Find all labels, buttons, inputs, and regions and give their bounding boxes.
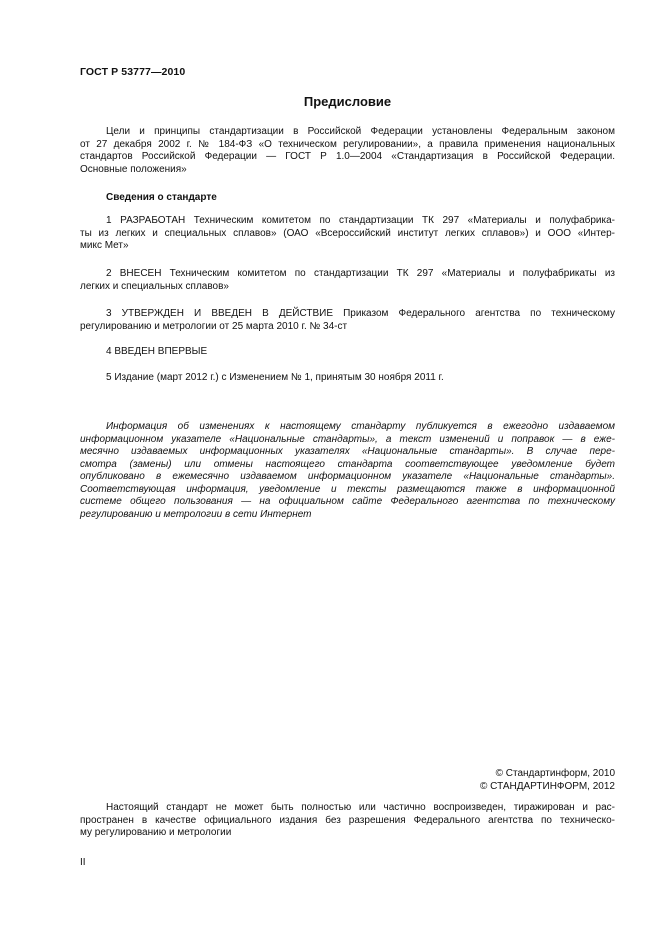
page-number: II (80, 857, 86, 868)
intro-line: от 27 декабря 2002 г. № 184-ФЗ «О техническом регулировании», а правила применения национальных (80, 138, 615, 150)
list-item-line: 1 РАЗРАБОТАН Техническим комитетом по стандартизации ТК 297 «Материалы и полуфабрика- (106, 215, 615, 226)
reproduction-notice (80, 802, 615, 840)
list-item-line: микс Мет» (80, 240, 129, 251)
intro-line: Цели и принципы стандартизации в Российской Федерации установлены Федеральным законом (106, 126, 615, 137)
notice-line: системе общего пользования — на официальном сайте Федерального агентства по техническому (80, 496, 615, 507)
copyright-line: © Стандартинформ, 2010 (495, 768, 615, 779)
list-item-line: 4 ВВЕДЕН ВПЕРВЫЕ (106, 346, 208, 357)
section-heading (80, 192, 615, 205)
notice-paragraph (80, 421, 615, 521)
list-item-line: 2 ВНЕСЕН Техническим комитетом по стандартизации ТК 297 «Материалы и полуфабрикаты из (106, 268, 615, 279)
notice-line: информационном указателе «Национальные стандарты», а текст изменений и поправок — в еже- (80, 433, 615, 445)
list-item-line: 5 Издание (март 2012 г.) с Изменением № 1, принятым 30 ноября 2011 г. (106, 372, 444, 383)
reproduction-notice-line: му регулированию и метрологии (80, 827, 232, 838)
list-item-line: регулированию и метрологии от 25 марта 2010 г. № 34-ст (80, 320, 348, 332)
reproduction-notice-line: пространен в качестве официального издания без разрешения Федерального агентства по техническо- (80, 814, 615, 826)
notice-line: Информация об изменениях к настоящему стандарту публикуется в ежегодно издаваемом (106, 421, 615, 432)
intro-paragraph (80, 126, 615, 176)
list-item (80, 346, 615, 359)
notice-line: смотра (замены) или отмены настоящего стандарта соответствующее уведомление будет (80, 458, 615, 470)
list-item (80, 268, 615, 293)
reproduction-notice-line: Настоящий стандарт не может быть полностью или частично воспроизведен, тиражирован и рас- (106, 802, 615, 813)
notice-line: месячно издаваемых информационных указателях «Национальные стандарты». В случае пере- (80, 446, 615, 457)
intro-line: стандартов Российской Федерации — ГОСТ Р 1.0—2004 «Стандартизация в Российской Федерации. (80, 151, 615, 162)
list-item (80, 308, 615, 333)
notice-line: опубликовано в ежемесячно издаваемом информационном указателе «Национальные стандарты». (80, 471, 615, 482)
list-item (80, 215, 615, 253)
list-item-line: ты из легких и специальных сплавов» (ОАО «Всероссийский институт легких сплавов») и ООО «Интер- (80, 227, 615, 239)
notice-line: регулированию и метрологии в сети Интернет (80, 508, 312, 520)
document-id: ГОСТ Р 53777—2010 (80, 66, 186, 78)
list-item-line: 3 УТВЕРЖДЕН И ВВЕДЕН В ДЕЙСТВИЕ Приказом Федерального агентства по техническому (106, 308, 615, 319)
intro-line: Основные положения» (80, 163, 187, 175)
copyright-block (80, 768, 615, 793)
list-item (80, 372, 615, 385)
section-heading-text: Сведения о стандарте (106, 192, 217, 203)
notice-line: Соответствующая информация, уведомление и тексты размещаются также в информационной (80, 483, 615, 495)
page-title: Предисловие (303, 94, 392, 109)
copyright-line: © СТАНДАРТИНФОРМ, 2012 (480, 780, 615, 792)
list-item-line: легких и специальных сплавов» (80, 280, 229, 292)
